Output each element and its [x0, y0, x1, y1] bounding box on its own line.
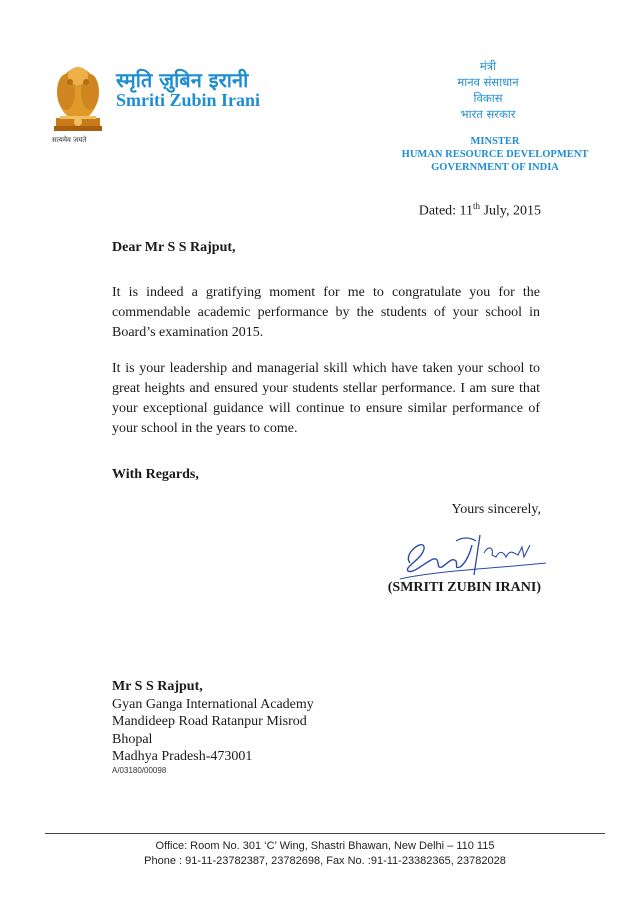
- recipient-name: Mr S S Rajput,: [112, 679, 203, 694]
- address-line: Bhopal: [112, 731, 153, 747]
- closing: Yours sincerely,: [451, 502, 541, 517]
- footer: [45, 839, 605, 869]
- emblem-motto: सत्यमेव जयते: [52, 136, 87, 144]
- address-line: Mandideep Road Ratanpur Misrod: [112, 714, 307, 729]
- regards: With Regards,: [112, 467, 199, 482]
- minister-name-hindi: स्मृति ज़ुबिन इरानी: [116, 68, 249, 92]
- paragraph-2: It is your leadership and managerial skill which have taken your school to great heights and ensured your students stellar performance. I am sure that your exceptional guidance will continue to ensure similar performance of your school in the years to come.: [112, 361, 540, 436]
- paragraph-1: It is indeed a gratifying moment for me to congratulate you for the commendable academic performance by the students of your school in Board’s examination 2015.: [112, 285, 540, 340]
- signature-icon: [396, 523, 556, 583]
- designation-hindi-line: मानव संसाधान: [457, 75, 519, 89]
- designation-english: [400, 135, 590, 174]
- letter-date: Dated: 11th July, 2015: [418, 201, 541, 219]
- designation-hindi-line: भारत सरकार: [460, 107, 516, 121]
- address-line: Madhya Pradesh-473001: [112, 749, 253, 764]
- designation-english-line: HUMAN RESOURCE DEVELOPMENT: [401, 149, 589, 160]
- footer-office: Office: Room No. 301 ‘C’ Wing, Shastri Bhawan, New Delhi – 110 115: [155, 840, 495, 852]
- designation-english-line: GOVERNMENT OF INDIA: [431, 162, 559, 173]
- designation-hindi-line: मंत्री: [479, 59, 497, 73]
- reference-number: A/03180/00098: [112, 766, 167, 775]
- minister-name-english: Smriti Zubin Irani: [116, 90, 261, 110]
- designation-hindi: [433, 58, 543, 122]
- recipient-address: [112, 678, 314, 766]
- salutation: Dear Mr S S Rajput,: [112, 240, 236, 255]
- designation-english-line: MINSTER: [470, 136, 520, 147]
- national-emblem-icon: [50, 58, 106, 136]
- footer-divider: [45, 833, 605, 834]
- signatory-name: (SMRITI ZUBIN IRANI): [387, 580, 541, 595]
- designation-hindi-line: विकास: [473, 91, 503, 105]
- footer-phone: Phone : 91-11-23782387, 23782698, Fax No. :91-11-23382365, 23782028: [144, 855, 506, 867]
- address-line: Gyan Ganga International Academy: [112, 696, 314, 712]
